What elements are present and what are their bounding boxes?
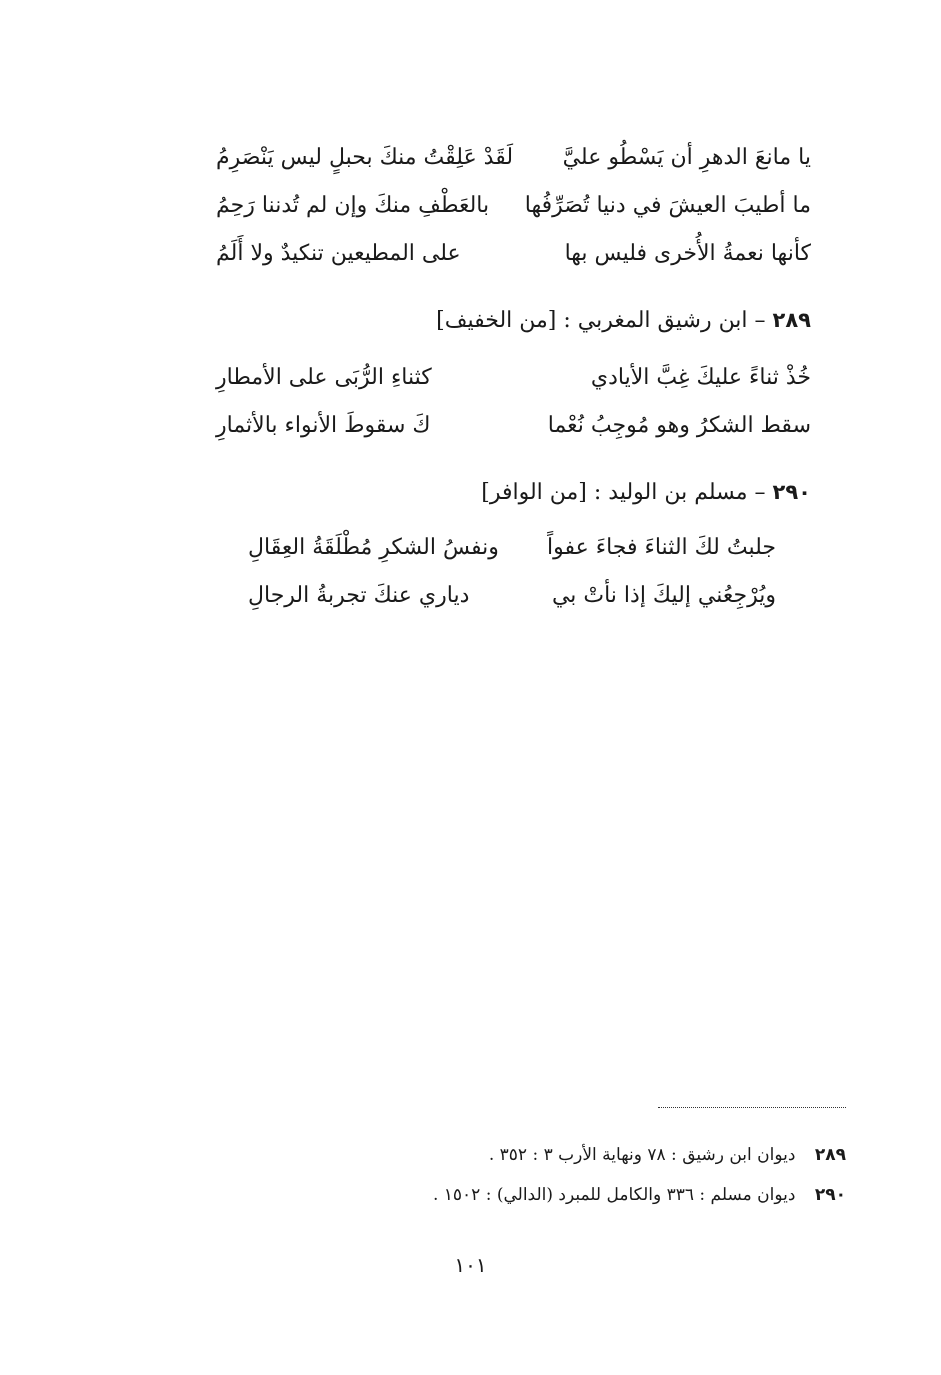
verse-second-hemistich: ونفسُ الشكرِ مُطْلَقَةُ العِقَالِ	[248, 535, 499, 560]
verse-line	[216, 230, 811, 278]
section-number: ٢٩٠	[772, 480, 811, 504]
verse-first-hemistich: خُذْ ثناءً عليكَ غِبَّ الأيادي	[590, 365, 811, 390]
poem-block-3	[248, 524, 776, 620]
footnote-number: ٢٩٠	[814, 1185, 846, 1205]
verse-second-hemistich: دياري عنكَ تجربةُ الرجالِ	[248, 583, 470, 608]
footnote-290	[433, 1180, 846, 1210]
verse-line	[216, 182, 811, 230]
verse-second-hemistich: بالعَطْفِ منكَ وإن لم تُدننا رَحِمُ	[216, 193, 490, 218]
footnote-text: ديوان مسلم : ٣٣٦ والكامل للمبرد (الدالي) : ١٥٠٢ .	[432, 1185, 796, 1205]
section-heading-289	[436, 300, 811, 341]
verse-first-hemistich: ما أطيبَ العيشَ في دنيا تُصَرِّفُها	[524, 193, 811, 218]
verse-second-hemistich: على المطيعين تنكيدٌ ولا أَلَمُ	[216, 241, 461, 266]
section-number: ٢٨٩	[772, 308, 811, 332]
verse-line	[248, 524, 776, 572]
verse-first-hemistich: جلبتُ لكَ الثناءَ فجاءَ عفواً	[547, 535, 776, 560]
section-title: – مسلم بن الوليد : [من الوافر]	[481, 480, 766, 505]
poem-block-2	[216, 354, 811, 450]
page-number: ١٠١	[454, 1253, 487, 1277]
footnote-text: ديوان ابن رشيق : ٧٨ ونهاية الأرب ٣ : ٣٥٢ .	[488, 1145, 796, 1165]
section-heading-290	[481, 472, 811, 513]
verse-line	[216, 134, 811, 182]
footnote-separator	[658, 1107, 846, 1108]
verse-first-hemistich: يا مانعَ الدهرِ أن يَسْطُو عليَّ	[562, 145, 811, 170]
section-title: – ابن رشيق المغربي : [من الخفيف]	[436, 308, 766, 333]
poem-block-1	[216, 134, 811, 278]
verse-line	[248, 572, 776, 620]
verse-line	[216, 354, 811, 402]
verse-line	[216, 402, 811, 450]
verse-second-hemistich: لَقَدْ عَلِقْتُ منكَ بحبلٍ ليس يَنْصَرِمُ	[216, 145, 514, 170]
verse-second-hemistich: كَ سقوطَ الأنواء بالأثمارِ	[216, 413, 431, 438]
verse-second-hemistich: كثناءِ الرُّبَى على الأمطارِ	[216, 365, 432, 390]
verse-first-hemistich: كأنها نعمةُ الأُخرى فليس بها	[564, 241, 811, 266]
footnote-number: ٢٨٩	[814, 1145, 846, 1165]
verse-first-hemistich: سقط الشكرُ وهو مُوجِبُ نُعْما	[547, 413, 811, 438]
verse-first-hemistich: ويُرْجِعُني إليكَ إذا نأتْ بي	[551, 583, 776, 608]
footnote-289	[489, 1140, 846, 1170]
